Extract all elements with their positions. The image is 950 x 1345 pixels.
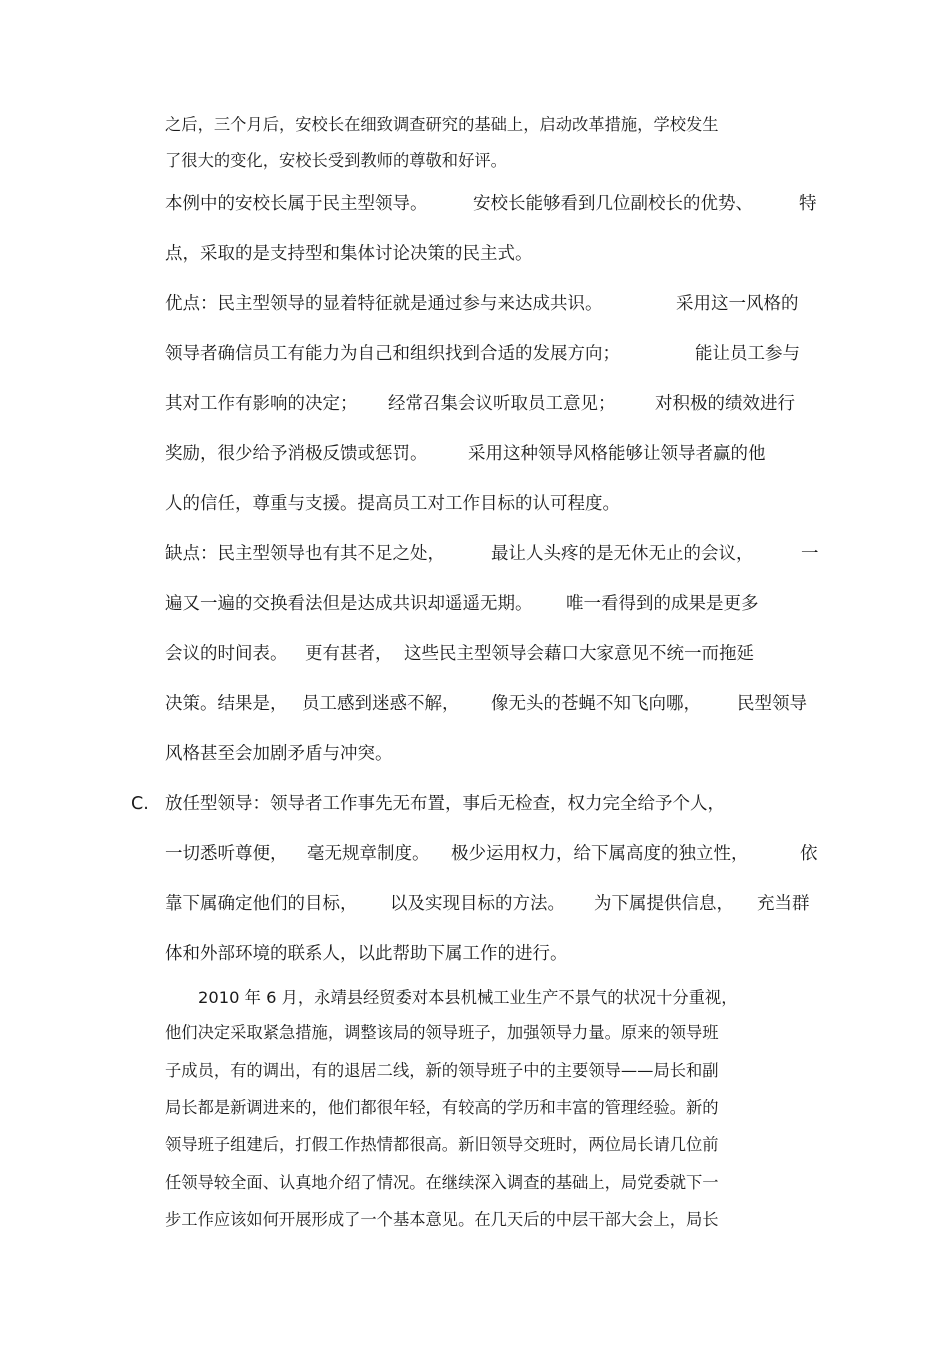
text-line: 任领导较全面、认真地介绍了情况。在继续深入调查的基础上，局党委就下一 xyxy=(165,1173,719,1192)
text-line: 了很大的变化，安校长受到教师的尊敬和好评。 xyxy=(165,151,507,170)
text-line: 局长都是新调进来的，他们都很年轻，有较高的学历和丰富的管理经验。新的 xyxy=(165,1098,719,1117)
text-line: 体和外部环境的联系人，以此帮助下属工作的进行。 xyxy=(165,944,568,964)
text-line: 子成员，有的调出，有的退居二线，新的领导班子中的主要领导——局长和副 xyxy=(165,1061,719,1080)
text-line: 领导班子组建后，打假工作热情都很高。新旧领导交班时，两位局长请几位前 xyxy=(165,1135,719,1154)
text-line: 放任型领导：领导者工作事先无布置，事后无检查，权力完全给予个人， xyxy=(165,794,725,814)
text-line: 步工作应该如何开展形成了一个基本意见。在几天后的中层干部大会上，局长 xyxy=(165,1210,719,1229)
text-line: 风格甚至会加剧矛盾与冲突。 xyxy=(165,744,393,764)
text-line: 2010 年 6 月，永靖县经贸委对本县机械工业生产不景气的状况十分重视， xyxy=(198,988,738,1007)
text-line: 点，采取的是支持型和集体讨论决策的民主式。 xyxy=(165,244,533,264)
text-line: 他们决定采取紧急措施，调整该局的领导班子，加强领导力量。原来的领导班 xyxy=(165,1023,719,1042)
text-line: 之后，三个月后，安校长在细致调查研究的基础上，启动改革措施，学校发生 xyxy=(165,115,719,134)
document-page: 之后，三个月后，安校长在细致调查研究的基础上，启动改革措施，学校发生 了很大的变化，安校长受到教师的尊敬和好评。 本例中的安校长属于民主型领导。 安校长能够看到几位副校长的优势、 特 点，采取的是支持型和集体讨论决策的民主式。 优点：民主型领导的显着特征就是通过参与来达成共识。 采用这一风格的 领导者确信员工有能力为自己和组织找到合适的发展方向； 能让员工参与 其对工作有影响的决定； 经常召集会议听取员工意见； 对积极的绩效进行 奖励，很少给予消极反馈或惩罚。 采用这种领导风格能够让领导者赢的他 人的信任，尊重与支援。提高员工对工作目标的认可程度。 缺点：民主型领导也有其不足之处， 最让人头疼的是无休无止的会议， 一 遍又一遍的交换看法但是达成共识却遥遥无期。 唯一看得到的成果是更多 会议的时间表。 更有甚者， 这些民主型领导会藉口大家意见不统一而拖延 决策。结果是， 员工感到迷惑不解， 像无头的苍蝇不知飞向哪， 民型领导 风格甚至会加剧矛盾与冲突。 C. 放任型领导：领导者工作事先无布置，事后无检查，权力完全给予个人， 一切悉听尊便， 毫无规章制度。 极少运用权力，给下属高度的独立性， 依 靠下属确定他们的目标， 以及实现目标的方法。 为下属提供信息， 充当群 体和外部环境的联系人，以此帮助下属工作的进行。 2010 年 6 月，永靖县经贸委对本县机械工业生产不景气的状况十分重视， 他们决定采取紧急措施，调整该局的领导班子，加强领导力量。原来的领导班 子成员，有的调出，有的退居二线，新的领导班子中的主要领导——局长和副 局长都是新调进来的，他们都很年轻，有较高的学历和丰富的管理经验。新的 领导班子组建后，打假工作热情都很高。新旧领导交班时，两位局长请几位前 任领导较全面、认真地介绍了情况。在继续深入调查的基础上，局党委就下一 步工作应该如何开展形成了一个基本意见。在几天后的中层干部大会上，局长 xyxy=(131,115,819,1229)
list-marker: C. xyxy=(131,794,149,814)
text-line: 人的信任，尊重与支援。提高员工对工作目标的认可程度。 xyxy=(165,494,620,514)
